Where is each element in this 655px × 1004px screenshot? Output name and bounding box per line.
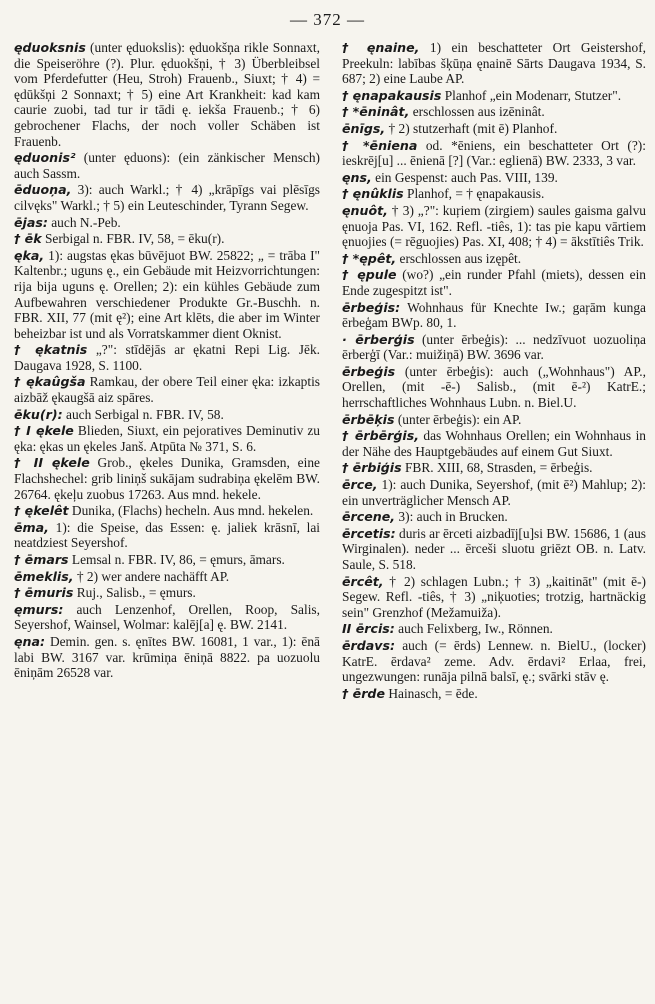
entry-headword: † ērde [342,685,385,701]
dictionary-entry [342,186,646,202]
entry-definition: Hainasch, = ēde. [385,685,478,701]
entry-definition: auch Serbigal n. FBR. IV, 58. [62,406,224,422]
entry-headword: † ęnapakausis [342,87,442,103]
entry-headword: ęns, [342,169,372,185]
entry-definition: 1): die Speise, das Essen: ę. jaliek krāsnī, lai neatdziest Seyershof. [14,519,320,551]
entry-headword: † ękelêt [14,503,69,519]
dictionary-entry [342,88,646,104]
entry-headword: † ękaûgša [14,374,86,390]
entry-definition: (unter ērbeģis): ein AP. [394,411,522,427]
entry-headword: ęna: [14,633,46,649]
dictionary-entry [14,520,320,551]
entry-headword: ęduoksnis [14,40,86,55]
entry-definition: † 2) stutzerhaft (mit ē) Planhof. [385,120,558,136]
page-number: — 372 — [290,10,365,29]
dictionary-entry [342,621,646,637]
entry-definition: 1): augstas ękas būvējuot BW. 25822; „ = trāba I" Kaltenbr.; uguns ę., ein Gebäude mit Heizvorrichtungen: rija bija uguns ę. Orellen; 2): ein kühles Gebäude zum Aufbewahren verschiedener Produkte Gr.-Buschh. n. FBR. XII, 77 (mit ę²); eine Art klēts, die aber im Winter beheizbar ist und als Vorratskammer dient Oknist. [14,247,320,341]
entry-definition: FBR. XIII, 68, Strasden, = ērbeģis. [401,460,593,476]
dictionary-entry [14,150,320,181]
entry-definition: 3): auch Warkl.; † 4) „krāpīgs vai plēsīgs cilvęks" Warkl.; † 5) ein Leuteschinder, Tyrann Segew. [14,182,320,213]
entry-definition: 3): auch in Brucken. [395,509,508,525]
entry-definition: duris ar ērceti aizbadīj[u]si BW. 15686, 1 (aus Wirginalen). neder ... ērceši sluotu griēzt OB. n. Latv. Saule, S. 518. [342,525,646,572]
entry-definition: 1) ein beschatteter Ort Geistershof, Preekuln: labības šķūņa ęnainē Sārts Daugava 1934, S. 687; 2) eine Laube AP. [342,40,646,87]
entry-definition: Lemsal n. FBR. IV, 86, = ęmurs, āmars. [68,552,285,567]
entry-definition: auch N.-Peb. [47,214,121,230]
entry-headword: † ęnûklis [342,186,404,202]
entry-headword: ērdavs: [342,637,396,653]
dictionary-entry [342,170,646,186]
dictionary-entry [14,423,320,454]
dictionary-entry [14,634,320,681]
entry-headword: ēmeklis, [14,568,74,584]
entry-headword: ēma, [14,519,49,535]
dictionary-entry [14,40,320,149]
dictionary-entry [342,121,646,137]
left-column [14,40,320,682]
dictionary-entry [342,412,646,428]
dictionary-entry [342,509,646,525]
dictionary-entry [342,138,646,169]
entry-definition: auch Lenzenhof, Orellen, Roop, Salis, Seyershof, Wainsel, Wolmar: kalēj[a] ę. BW. 2141. [14,601,320,633]
dictionary-entry [14,182,320,213]
entry-definition: od. *ēniens, ein beschatteter Ort (?): ieskrēj[u] ... ēnienā [?] (Var.: eglienā) BW. 2333, 3 var. [342,137,646,169]
dictionary-entry [342,104,646,120]
dictionary-entry [342,526,646,573]
dictionary-entry [14,407,320,423]
entry-headword: † II ękele [14,455,90,471]
entry-definition: auch (= ērds) Lennew. n. BielU., (locker) KatrE. ērdava² zeme. Adv. ērdavi² Erlaa, frei, ungezwungen: runāja pilnā balsī, ę.; svārki stāv ę. [342,637,646,685]
entry-definition: Demin. gen. s. ęnītes BW. 16081, 1 var., 1): ēnā labi BW. 3167 var. krūmiņa ēniņā 8822. pa uozuolu ēniņām 26528 var. [14,633,320,681]
entry-headword: · ērberģis [342,331,415,347]
dictionary-entry [342,203,646,250]
entry-definition: † 2) wer andere nachäfft AP. [73,568,230,584]
entry-headword: ērbēķis [342,411,395,427]
dictionary-entry [14,552,320,568]
entry-definition: † 3) „?": kuŗiem (zirgiem) saules gaisma galvu ęnuoja Pas. VI, 162. Refl. -tiês, 1): tas pie kapu vārtiem ęnuojies (= rēguojies) Pas. XI, 408; † 4) = ākstītiês Trik. [342,202,646,250]
entry-headword: † ępule [342,267,397,283]
dictionary-entry [14,569,320,585]
dictionary-entry [14,215,320,231]
entry-definition: Blieden, Siuxt, ein pejoratives Deminutiv zu ęka: ękas un ękeles Janš. Atpūta № 371, S. 6. [14,423,321,454]
entry-definition: 1): auch Dunika, Seyershof, (mit ē²) Mahlup; 2): ein unverträglicher Mensch AP. [342,477,646,508]
dictionary-entry [14,248,320,342]
entry-headword: ęmurs: [14,601,64,617]
dictionary-entry [342,332,646,363]
entry-headword: ęnuôt, [342,202,388,218]
entry-headword: † ēk [14,231,42,247]
entry-definition: Planhof „ein Modenarr, Stutzer". [441,87,622,103]
entry-headword: † *ępêt, [342,250,397,266]
entry-definition: Wohnhaus für Knechte Iw.; gaŗām kunga ērbeģam BWp. 80, 1. [342,299,646,331]
entry-definition: Grob., ękeles Dunika, Gramsden, eine Flachshechel: grib liniņš sukājam sudrabiņa ękelēm BW. 26764. ękeļu zuobus 17263. Aus mnd. hekele. [14,455,320,502]
entry-headword: ēduoņa, [14,182,72,198]
dictionary-entry [14,503,320,519]
entry-headword: ērbeģis [342,363,396,379]
entry-definition: auch Felixberg, Iw., Rönnen. [394,621,553,637]
dictionary-entry [14,342,320,373]
dictionary-entry [342,460,646,476]
entry-headword: ērcene, [342,509,396,525]
entry-headword: ērbeģis: [342,299,401,315]
entry-headword: ērce, [342,477,378,493]
entry-headword: ērcetis: [342,525,396,541]
entry-definition: (unter ērbeģis): ... nedzīvuot uozuoliņa ērberģī (Var.: muižiņā) BW. 3696 var. [342,331,646,363]
entry-definition: † 2) schlagen Lubn.; † 3) „kaitināt" (mit ē-) Segew. Refl. -tiês, † 3) „niķuoties; trotzig, hartnäckig sein" Grenzhof (Mežamuiža). [342,573,646,620]
entry-definition: Dunika, (Flachs) hecheln. Aus mnd. hekelen. [68,503,314,519]
entry-definition: Ramkau, der obere Teil einer ęka: izkaptis aizbāž ękaugšā aiz spāres. [14,374,321,406]
entry-headword: ęka, [14,247,45,263]
entry-headword: † ēmuris [14,585,74,601]
entry-headword: † ērbiģis [342,460,402,476]
entry-definition: Serbigal n. FBR. IV, 58, = ēku(r). [41,231,225,247]
dictionary-entry [14,374,320,405]
entry-headword: ēnīgs, [342,120,386,136]
dictionary-entry [342,364,646,411]
entry-definition: ein Gespenst: auch Pas. VIII, 139. [371,169,558,185]
dictionary-entry [14,455,320,502]
dictionary-entry [14,585,320,601]
dictionary-entry [14,231,320,247]
dictionary-entry [342,428,646,459]
entry-headword: ērcêt, [342,573,384,589]
entry-headword: † I ękele [14,423,74,439]
entry-headword: † ērbērģis, [342,428,419,444]
entry-definition: (wo?) „ein runder Pfahl (miets), dessen ein Ende zugespitzt ist". [342,267,647,298]
entry-definition: (unter ęduokslis): ęduokšņa rikle Sonnaxt, die Speiseröhre (?). Plur. ęduokšņi, † 3) Überbleibsel vom Pferdefutter (Heu, Stroh) Frauenb., Siuxt; † 4) = ędūkšņi 2 Sonnaxt; † 5) eine Art Krankheit: kad kam caurie zuobi, tad tur ir tādi ę. iekša Frauenb.; † 6) gebrochener Flachs, der noch voller Schäben ist Frauenb. [14,40,320,149]
right-column [342,40,646,702]
entry-definition: Ruj., Salisb., = ęmurs. [73,585,196,601]
entry-headword: † *ēniena [342,137,418,153]
entry-definition: das Wohnhaus Orellen; ein Wohnhaus in der Nähe des Hauptgebäudes auf einem Gut Siuxt. [342,428,646,459]
entry-headword: † *ēninât, [342,104,410,120]
entry-headword: † ękatnis [14,342,88,358]
dictionary-entry [342,251,646,267]
entry-definition: erschlossen aus izēninât. [409,104,545,120]
dictionary-entry [342,40,646,87]
entry-definition: (unter ęduons): (ein zänkischer Mensch) auch Sassm. [14,150,320,181]
dictionary-entry [14,602,320,633]
dictionary-entry [342,574,646,621]
entry-definition: erschlossen aus izępêt. [396,250,522,266]
entry-headword: † ēmars [14,552,69,567]
dictionary-entry [342,686,646,702]
dictionary-entry [342,477,646,508]
column-gap [328,42,329,992]
entry-headword: ējas: [14,214,48,230]
entry-definition: „?": stīdējās ar ękatni Repi Lig. Jēk. Daugava 1928, S. 1100. [14,342,320,373]
entry-definition: Planhof, = † ęnapakausis. [403,186,545,202]
entry-definition: (unter ērbeģis): auch („Wohnhaus") AP., Orellen, (mit -ē-) Salisb., (mit ē-²) KatrE.; herrschaftliches Wohnhaus Lubn. n. Biel.U. [342,363,646,411]
dictionary-entry [342,300,646,331]
entry-headword: ēku(r): [14,406,63,422]
entry-headword: † ęnaine, [342,40,420,55]
entry-headword: ęduonis² [14,150,76,166]
entry-headword: II ērcis: [342,621,395,637]
dictionary-entry [342,267,646,298]
dictionary-entry [342,638,646,685]
